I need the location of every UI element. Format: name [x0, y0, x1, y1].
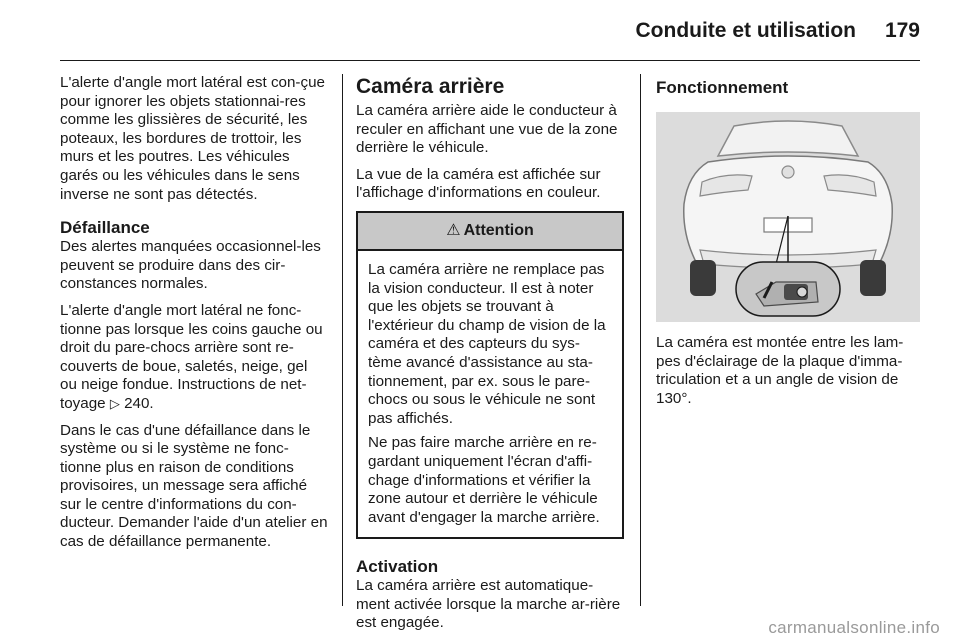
operation-heading: Fonctionnement: [656, 78, 789, 97]
header-divider: [60, 60, 920, 61]
column-3: [656, 74, 922, 416]
warning-title: Attention: [463, 221, 534, 239]
rear-camera-paragraph-1: La caméra arrière aide le conducteur à reculer en affichant une vue de la zone derrière le véhicule.: [356, 102, 618, 157]
warning-header: [358, 213, 622, 251]
activation-heading: Activation: [356, 557, 439, 577]
operation-paragraph: La caméra est montée entre les lam-pes d'éclairage de la plaque d'imma-triculation et a un angle de vision de 130°.: [656, 334, 904, 407]
car-rear-illustration: [656, 112, 920, 322]
column-divider-2: [640, 74, 641, 606]
column-1: [60, 74, 328, 560]
intro-paragraph: L'alerte d'angle mort latéral est con-çue pour ignorer les objets stationnai-res comme les glissières de sécurité, les poteaux, les bordures de trottoir, les murs et les poutres. Les véhicules garés ou les véhicules dans le sens inverse ne sont pas détectés.: [60, 74, 325, 203]
failure-paragraph-2: [60, 302, 328, 414]
column-divider-1: [342, 74, 343, 606]
warning-paragraph-1: La caméra arrière ne remplace pas la vision conducteur. Il est à noter que les objets se trouvant à l'extérieur du champ de vision de la caméra et des capteurs du sys-tème avancé d'assistance au sta-tionnement, par ex. sous le pare-chocs ou sous le véhicule ne sont pas affichés.: [368, 260, 606, 427]
page-number: 179: [884, 19, 920, 42]
failure-paragraph-1: Des alertes manquées occasionnel-les peuvent se produire dans des cir-constances normales.: [60, 238, 321, 293]
warning-body: [358, 251, 622, 537]
failure-paragraph-2-text: L'alerte d'angle mort latéral ne fonc-tionne pas lorsque les coins gauche ou droit du pare-chocs arrière sont re-couverts de boue, saletés, neige, gel ou neige fondue. Instructions de net-toyage: [60, 301, 323, 412]
failure-paragraph-3: Dans le cas d'une défaillance dans le système ou si le système ne fonc-tionne plus en raison de conditions provisoires, un message sera affiché sur le centre d'informations du con-ducteur. Demander l'aide d'un atelier en cas de défaillance permanente.: [60, 421, 328, 551]
activation-paragraph: La caméra arrière est automatique-ment activée lorsque la marche ar-rière est engagée.: [356, 577, 621, 632]
rear-camera-figure: [656, 112, 920, 322]
page-reference-link[interactable]: 240.: [124, 394, 154, 412]
warning-paragraph-2: Ne pas faire marche arrière en re-gardant uniquement l'écran d'affi-chage d'informations et vérifier la zone autour et derrière le véhicule avant d'engager la marche arrière.: [368, 434, 600, 526]
failure-heading: Défaillance: [60, 218, 150, 238]
page-reference-arrow-icon: ▷: [109, 395, 120, 411]
rear-camera-heading: Caméra arrière: [356, 75, 505, 98]
column-2: [356, 74, 624, 641]
warning-triangle-icon: ⚠: [446, 221, 461, 239]
watermark: carmanualsonline.info: [768, 618, 940, 637]
rear-camera-paragraph-2: La vue de la caméra est affichée sur l'affichage d'informations en couleur.: [356, 165, 601, 202]
page-header-title: Conduite et utilisation: [635, 19, 856, 42]
warning-box: [356, 211, 624, 539]
